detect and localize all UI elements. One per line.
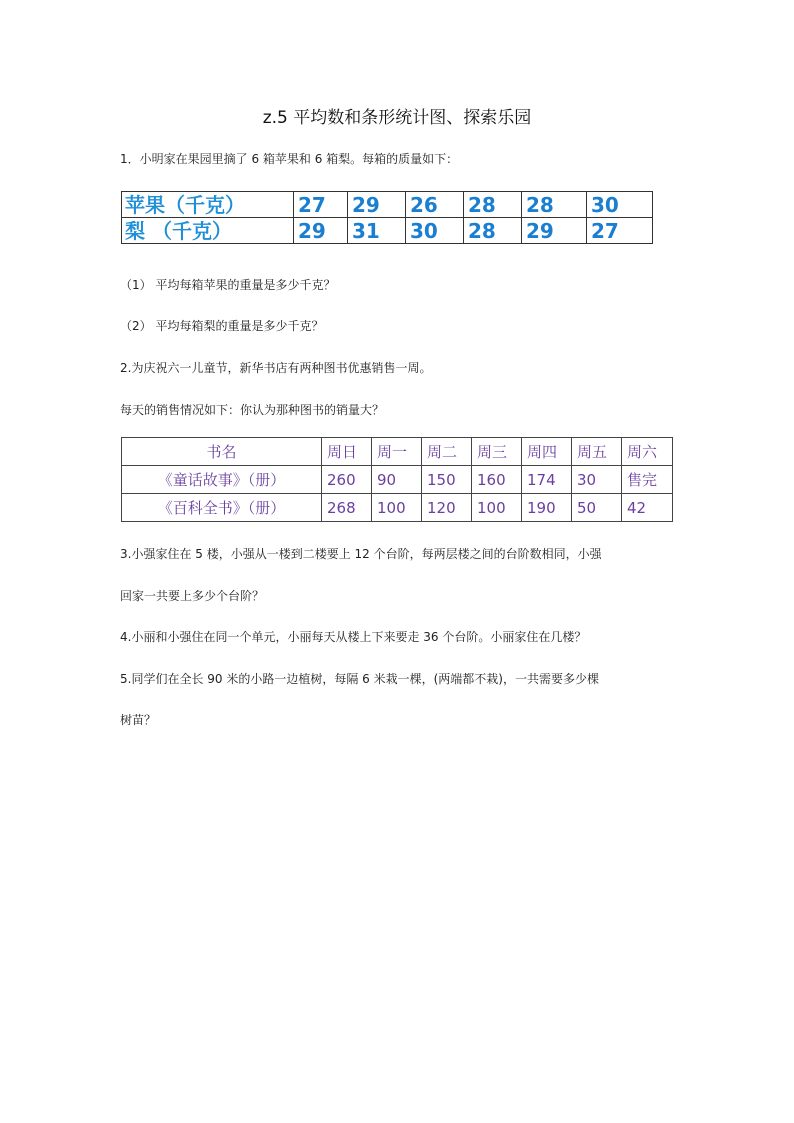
table-cell: 174 — [522, 466, 572, 494]
table-cell: 31 — [348, 218, 406, 244]
table-cell: 100 — [472, 494, 522, 522]
question-2-line-1: 2.为庆祝六一儿童节，新华书店有两种图书优惠销售一周。 — [120, 361, 432, 375]
table-cell: 28 — [522, 192, 587, 218]
table-header-row — [122, 438, 673, 466]
table-cell: 28 — [464, 192, 522, 218]
table-cell: 268 — [322, 494, 372, 522]
table-cell: 260 — [322, 466, 372, 494]
table-cell: 《童话故事》（册） — [122, 466, 322, 494]
column-header: 周一 — [372, 438, 422, 466]
column-header: 周四 — [522, 438, 572, 466]
table-cell: 30 — [406, 218, 464, 244]
table-cell: 160 — [472, 466, 522, 494]
row-label-apple: 苹果（千克） — [122, 192, 294, 218]
table-cell: 27 — [587, 218, 653, 244]
question-2-line-2: 每天的销售情况如下：你认为那种图书的销量大？ — [120, 403, 385, 417]
table-cell: 29 — [522, 218, 587, 244]
question-1-intro: 1．小明家在果园里摘了 6 箱苹果和 6 箱梨。每箱的质量如下： — [120, 152, 459, 166]
table-cell: 120 — [422, 494, 472, 522]
table-cell: 30 — [572, 466, 622, 494]
column-header: 周日 — [322, 438, 372, 466]
book-sales-table — [121, 437, 673, 522]
column-header: 周六 — [622, 438, 673, 466]
table-cell: 50 — [572, 494, 622, 522]
table-cell: 100 — [372, 494, 422, 522]
table-cell: 30 — [587, 192, 653, 218]
table-row — [122, 466, 673, 494]
table-cell: 190 — [522, 494, 572, 522]
table-cell: 29 — [294, 218, 348, 244]
pear-row — [122, 218, 653, 244]
table-cell: 90 — [372, 466, 422, 494]
question-3-line-2: 回家一共要上多少个台阶？ — [120, 589, 265, 603]
weight-table — [121, 191, 653, 244]
question-5-line-1: 5.同学们在全长 90 米的小路一边植树，每隔 6 米栽一棵，(两端都不栽)，一共需要多少棵 — [120, 672, 599, 686]
table-cell: 27 — [294, 192, 348, 218]
column-header: 周五 — [572, 438, 622, 466]
question-4-line-1: 4.小丽和小强住在同一个单元，小丽每天从楼上下来要走 36 个台阶。小丽家住在几楼？ — [120, 630, 587, 644]
table-cell: 《百科全书》（册） — [122, 494, 322, 522]
table-cell: 29 — [348, 192, 406, 218]
table-cell: 42 — [622, 494, 673, 522]
apple-row — [122, 192, 653, 218]
table-cell: 26 — [406, 192, 464, 218]
table-row — [122, 494, 673, 522]
column-header: 书名 — [122, 438, 322, 466]
table-cell: 售完 — [622, 466, 673, 494]
question-3-line-1: 3.小强家住在 5 楼，小强从一楼到二楼要上 12 个台阶，每两层楼之间的台阶数相同，小强 — [120, 547, 602, 561]
table-cell: 28 — [464, 218, 522, 244]
question-5-line-2: 树苗？ — [120, 713, 157, 727]
question-1-sub-1: （1） 平均每箱苹果的重量是多少千克？ — [120, 278, 336, 292]
row-label-pear: 梨 （千克） — [122, 218, 294, 244]
column-header: 周二 — [422, 438, 472, 466]
table-cell: 150 — [422, 466, 472, 494]
page-title: z.5 平均数和条形统计图、探索乐园 — [262, 108, 532, 128]
column-header: 周三 — [472, 438, 522, 466]
question-1-sub-2: （2） 平均每箱梨的重量是多少千克？ — [120, 319, 324, 333]
